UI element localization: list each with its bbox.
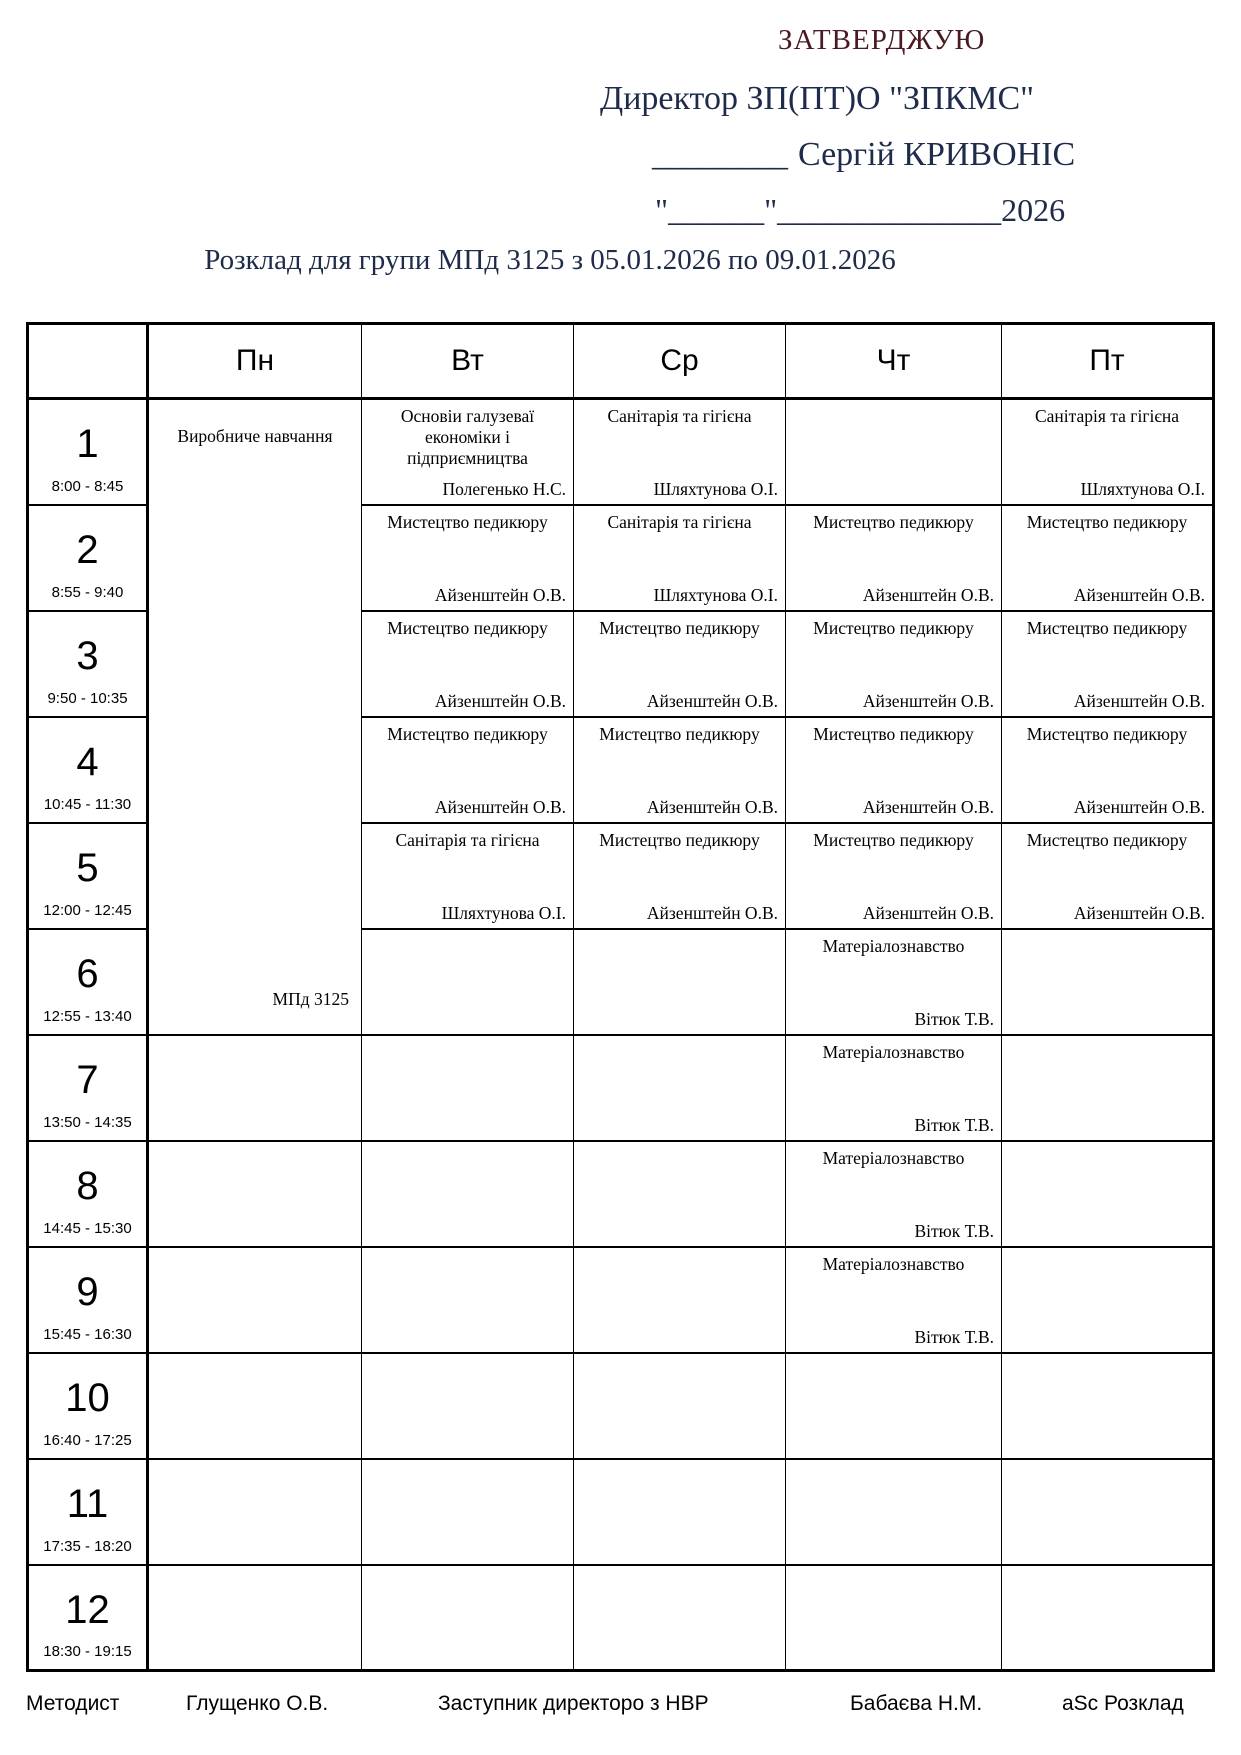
lesson-teacher: Вітюк Т.В. xyxy=(914,1326,994,1347)
lesson-subject: Санітарія та гігієна xyxy=(607,511,752,532)
period-cell-5 xyxy=(28,823,148,929)
lesson-cell-empty xyxy=(1002,1459,1214,1565)
lesson-teacher: Полегенько Н.С. xyxy=(442,478,566,499)
lesson-teacher: Айзенштейн О.В. xyxy=(646,796,778,817)
schedule-row-7 xyxy=(28,1035,1214,1141)
lesson-subject: Мистецтво педикюру xyxy=(813,617,974,638)
day-header-1: Вт xyxy=(362,324,574,399)
schedule-row-12 xyxy=(28,1565,1214,1671)
corner-cell xyxy=(28,324,148,399)
lesson-cell-empty xyxy=(1002,929,1214,1035)
period-cell-11 xyxy=(28,1459,148,1565)
period-number: 5 xyxy=(76,845,99,890)
lesson-cell xyxy=(786,1035,1002,1141)
lesson-teacher: Айзенштейн О.В. xyxy=(862,584,994,605)
period-number: 11 xyxy=(66,1481,109,1526)
lesson-subject: Мистецтво педикюру xyxy=(387,723,548,744)
lesson-subject: Мистецтво педикюру xyxy=(599,723,760,744)
lesson-teacher: Айзенштейн О.В. xyxy=(1073,584,1205,605)
lesson-subject: Мистецтво педикюру xyxy=(1026,617,1188,638)
period-number: 1 xyxy=(76,422,99,466)
period-cell-6 xyxy=(28,929,148,1035)
period-time: 9:50 - 10:35 xyxy=(47,689,128,707)
lesson-cell-empty xyxy=(362,1459,574,1565)
lesson-cell xyxy=(1002,611,1214,717)
lesson-cell-empty xyxy=(148,1565,362,1671)
period-cell-2 xyxy=(28,505,148,611)
lesson-cell-empty xyxy=(574,1353,786,1459)
day-header-4: Пт xyxy=(1002,324,1214,399)
methodist-name: Глущенко О.В. xyxy=(186,1692,329,1715)
lesson-cell-empty xyxy=(786,1353,1002,1459)
lesson-cell xyxy=(574,611,786,717)
lesson-subject: Мистецтво педикюру xyxy=(1026,723,1188,744)
lesson-cell-empty xyxy=(1002,1353,1214,1459)
lesson-teacher: Айзенштейн О.В. xyxy=(434,690,566,711)
lesson-cell-empty xyxy=(1002,1035,1214,1141)
schedule-row-9 xyxy=(28,1247,1214,1353)
period-cell-4 xyxy=(28,717,148,823)
period-cell-10 xyxy=(28,1353,148,1459)
lesson-cell xyxy=(786,823,1002,929)
lesson-subject: Матеріалознавство xyxy=(822,1253,965,1274)
lesson-subject: Матеріалознавство xyxy=(822,1041,965,1062)
period-time: 8:00 - 8:45 xyxy=(51,477,124,495)
schedule-row-8 xyxy=(28,1141,1214,1247)
deputy-director-label: Заступник директоро з НВР xyxy=(438,1692,709,1715)
lesson-cell xyxy=(362,399,574,505)
lesson-subject: Матеріалознавство xyxy=(822,1147,965,1168)
lesson-cell-empty xyxy=(574,929,786,1035)
lesson-cell-empty xyxy=(1002,1247,1214,1353)
period-number: 4 xyxy=(76,739,99,784)
lesson-cell-empty xyxy=(148,1035,362,1141)
lesson-cell xyxy=(362,611,574,717)
lesson-cell-empty xyxy=(786,1565,1002,1671)
period-number: 9 xyxy=(76,1269,99,1314)
lesson-teacher: Шляхтунова О.І. xyxy=(653,478,778,499)
lesson-cell-empty xyxy=(362,1141,574,1247)
period-number: 6 xyxy=(76,951,99,996)
lesson-cell xyxy=(1002,717,1214,823)
lesson-subject: Мистецтво педикюру xyxy=(387,617,548,638)
lesson-cell-monday-block xyxy=(148,399,362,1035)
lesson-cell xyxy=(786,1141,1002,1247)
period-time: 16:40 - 17:25 xyxy=(43,1431,132,1449)
period-time: 12:00 - 12:45 xyxy=(43,901,132,919)
schedule-row-10 xyxy=(28,1353,1214,1459)
day-header-row xyxy=(28,324,1214,399)
lesson-cell xyxy=(574,505,786,611)
lesson-group: МПд 3125 xyxy=(272,988,349,1009)
lesson-subject: Мистецтво педикюру xyxy=(599,829,760,850)
period-time: 13:50 - 14:35 xyxy=(43,1113,132,1131)
period-time: 14:45 - 15:30 xyxy=(43,1219,132,1237)
lesson-subject: Мистецтво педикюру xyxy=(813,829,974,850)
schedule-row-11 xyxy=(28,1459,1214,1565)
period-number: 3 xyxy=(76,633,99,678)
lesson-subject: Санітарія та гігієна xyxy=(607,406,752,426)
signature-blank: ________ xyxy=(652,136,788,173)
lesson-teacher: Айзенштейн О.В. xyxy=(862,690,994,711)
lesson-cell xyxy=(1002,823,1214,929)
lesson-teacher: Айзенштейн О.В. xyxy=(1073,690,1205,711)
schedule-table xyxy=(26,322,1215,1672)
lesson-cell-empty xyxy=(1002,1141,1214,1247)
lesson-cell-empty xyxy=(574,1565,786,1671)
period-number: 12 xyxy=(65,1587,110,1632)
lesson-teacher: Шляхтунова О.І. xyxy=(441,902,566,923)
director-name: Сергій КРИВОНІС xyxy=(798,136,1076,173)
lesson-teacher: Айзенштейн О.В. xyxy=(646,902,778,923)
lesson-subject: Мистецтво педикюру xyxy=(599,617,760,638)
period-time: 8:55 - 9:40 xyxy=(51,583,124,601)
lesson-teacher: Айзенштейн О.В. xyxy=(862,902,994,923)
lesson-cell xyxy=(362,505,574,611)
period-cell-12 xyxy=(28,1565,148,1671)
lesson-cell-empty xyxy=(362,929,574,1035)
lesson-cell-empty xyxy=(574,1459,786,1565)
period-cell-3 xyxy=(28,611,148,717)
lesson-teacher: Айзенштейн О.В. xyxy=(1073,796,1205,817)
lesson-subject: Санітарія та гігієна xyxy=(1034,406,1180,426)
lesson-cell-empty xyxy=(362,1035,574,1141)
day-header-2: Ср xyxy=(574,324,786,399)
lesson-subject: Мистецтво педикюру xyxy=(813,723,974,744)
period-time: 15:45 - 16:30 xyxy=(43,1325,132,1343)
lesson-cell-empty xyxy=(148,1459,362,1565)
lesson-cell-empty xyxy=(574,1035,786,1141)
period-number: 8 xyxy=(76,1163,99,1208)
period-time: 17:35 - 18:20 xyxy=(43,1537,132,1555)
approval-director-line: Директор ЗП(ПТ)О "ЗПКМС" xyxy=(600,80,1034,117)
period-time: 10:45 - 11:30 xyxy=(43,795,132,813)
lesson-cell-empty xyxy=(574,1141,786,1247)
period-number: 2 xyxy=(76,527,99,572)
lesson-cell xyxy=(574,717,786,823)
lesson-cell xyxy=(786,611,1002,717)
lesson-teacher: Айзенштейн О.В. xyxy=(646,690,778,711)
schedule-title: Розклад для групи МПд 3125 з 05.01.2026 по 09.01.2026 xyxy=(204,244,896,276)
lesson-cell-empty xyxy=(148,1141,362,1247)
lesson-subject: Мистецтво педикюру xyxy=(1026,829,1188,850)
lesson-subject: Мистецтво педикюру xyxy=(387,511,548,532)
period-number: 7 xyxy=(76,1057,99,1102)
footer xyxy=(0,1692,1241,1720)
lesson-teacher: Шляхтунова О.І. xyxy=(653,584,778,605)
lesson-cell xyxy=(362,717,574,823)
period-cell-9 xyxy=(28,1247,148,1353)
schedule-row-1 xyxy=(28,399,1214,505)
lesson-teacher: Шляхтунова О.І. xyxy=(1080,478,1205,499)
lesson-teacher: Айзенштейн О.В. xyxy=(1073,902,1205,923)
lesson-subject: Санітарія та гігієна xyxy=(395,829,540,850)
approval-signature-line xyxy=(652,136,1075,174)
lesson-cell xyxy=(786,1247,1002,1353)
lesson-subject: Виробниче навчання xyxy=(177,426,333,446)
period-time: 12:55 - 13:40 xyxy=(43,1007,132,1025)
period-cell-7 xyxy=(28,1035,148,1141)
lesson-cell xyxy=(574,823,786,929)
day-header-0: Пн xyxy=(148,324,362,399)
approval-date-line: "______"______________2026 xyxy=(655,192,1066,228)
deputy-director-name: Бабаєва Н.М. xyxy=(850,1692,983,1715)
lesson-subject: Матеріалознавство xyxy=(822,935,965,956)
approval-heading: ЗАТВЕРДЖУЮ xyxy=(778,24,986,56)
lesson-subject: Основіи галузеваї економіки і підприємництва xyxy=(400,406,535,468)
lesson-teacher: Айзенштейн О.В. xyxy=(434,796,566,817)
lesson-cell xyxy=(362,823,574,929)
lesson-cell-empty xyxy=(362,1353,574,1459)
lesson-cell xyxy=(786,717,1002,823)
methodist-label: Методист xyxy=(26,1692,120,1715)
period-time: 18:30 - 19:15 xyxy=(43,1643,132,1660)
lesson-cell-empty xyxy=(786,399,1002,505)
lesson-cell xyxy=(574,399,786,505)
lesson-teacher: Вітюк Т.В. xyxy=(914,1114,994,1135)
lesson-cell-empty xyxy=(1002,1565,1214,1671)
lesson-cell-empty xyxy=(148,1247,362,1353)
lesson-subject: Мистецтво педикюру xyxy=(1026,511,1188,532)
lesson-teacher: Вітюк Т.В. xyxy=(914,1008,994,1029)
lesson-teacher: Айзенштейн О.В. xyxy=(862,796,994,817)
lesson-cell xyxy=(1002,505,1214,611)
period-cell-8 xyxy=(28,1141,148,1247)
lesson-teacher: Айзенштейн О.В. xyxy=(434,584,566,605)
asc-schedule-brand: aSc Розклад xyxy=(1062,1692,1184,1715)
lesson-cell-empty xyxy=(362,1247,574,1353)
lesson-teacher: Вітюк Т.В. xyxy=(914,1220,994,1241)
lesson-cell-empty xyxy=(786,1459,1002,1565)
lesson-cell-empty xyxy=(362,1565,574,1671)
lesson-cell xyxy=(1002,399,1214,505)
period-number: 10 xyxy=(65,1375,110,1420)
day-header-3: Чт xyxy=(786,324,1002,399)
lesson-cell-empty xyxy=(574,1247,786,1353)
lesson-cell xyxy=(786,505,1002,611)
lesson-cell-empty xyxy=(148,1353,362,1459)
period-cell-1 xyxy=(28,399,148,505)
lesson-subject: Мистецтво педикюру xyxy=(813,511,974,532)
lesson-cell xyxy=(786,929,1002,1035)
